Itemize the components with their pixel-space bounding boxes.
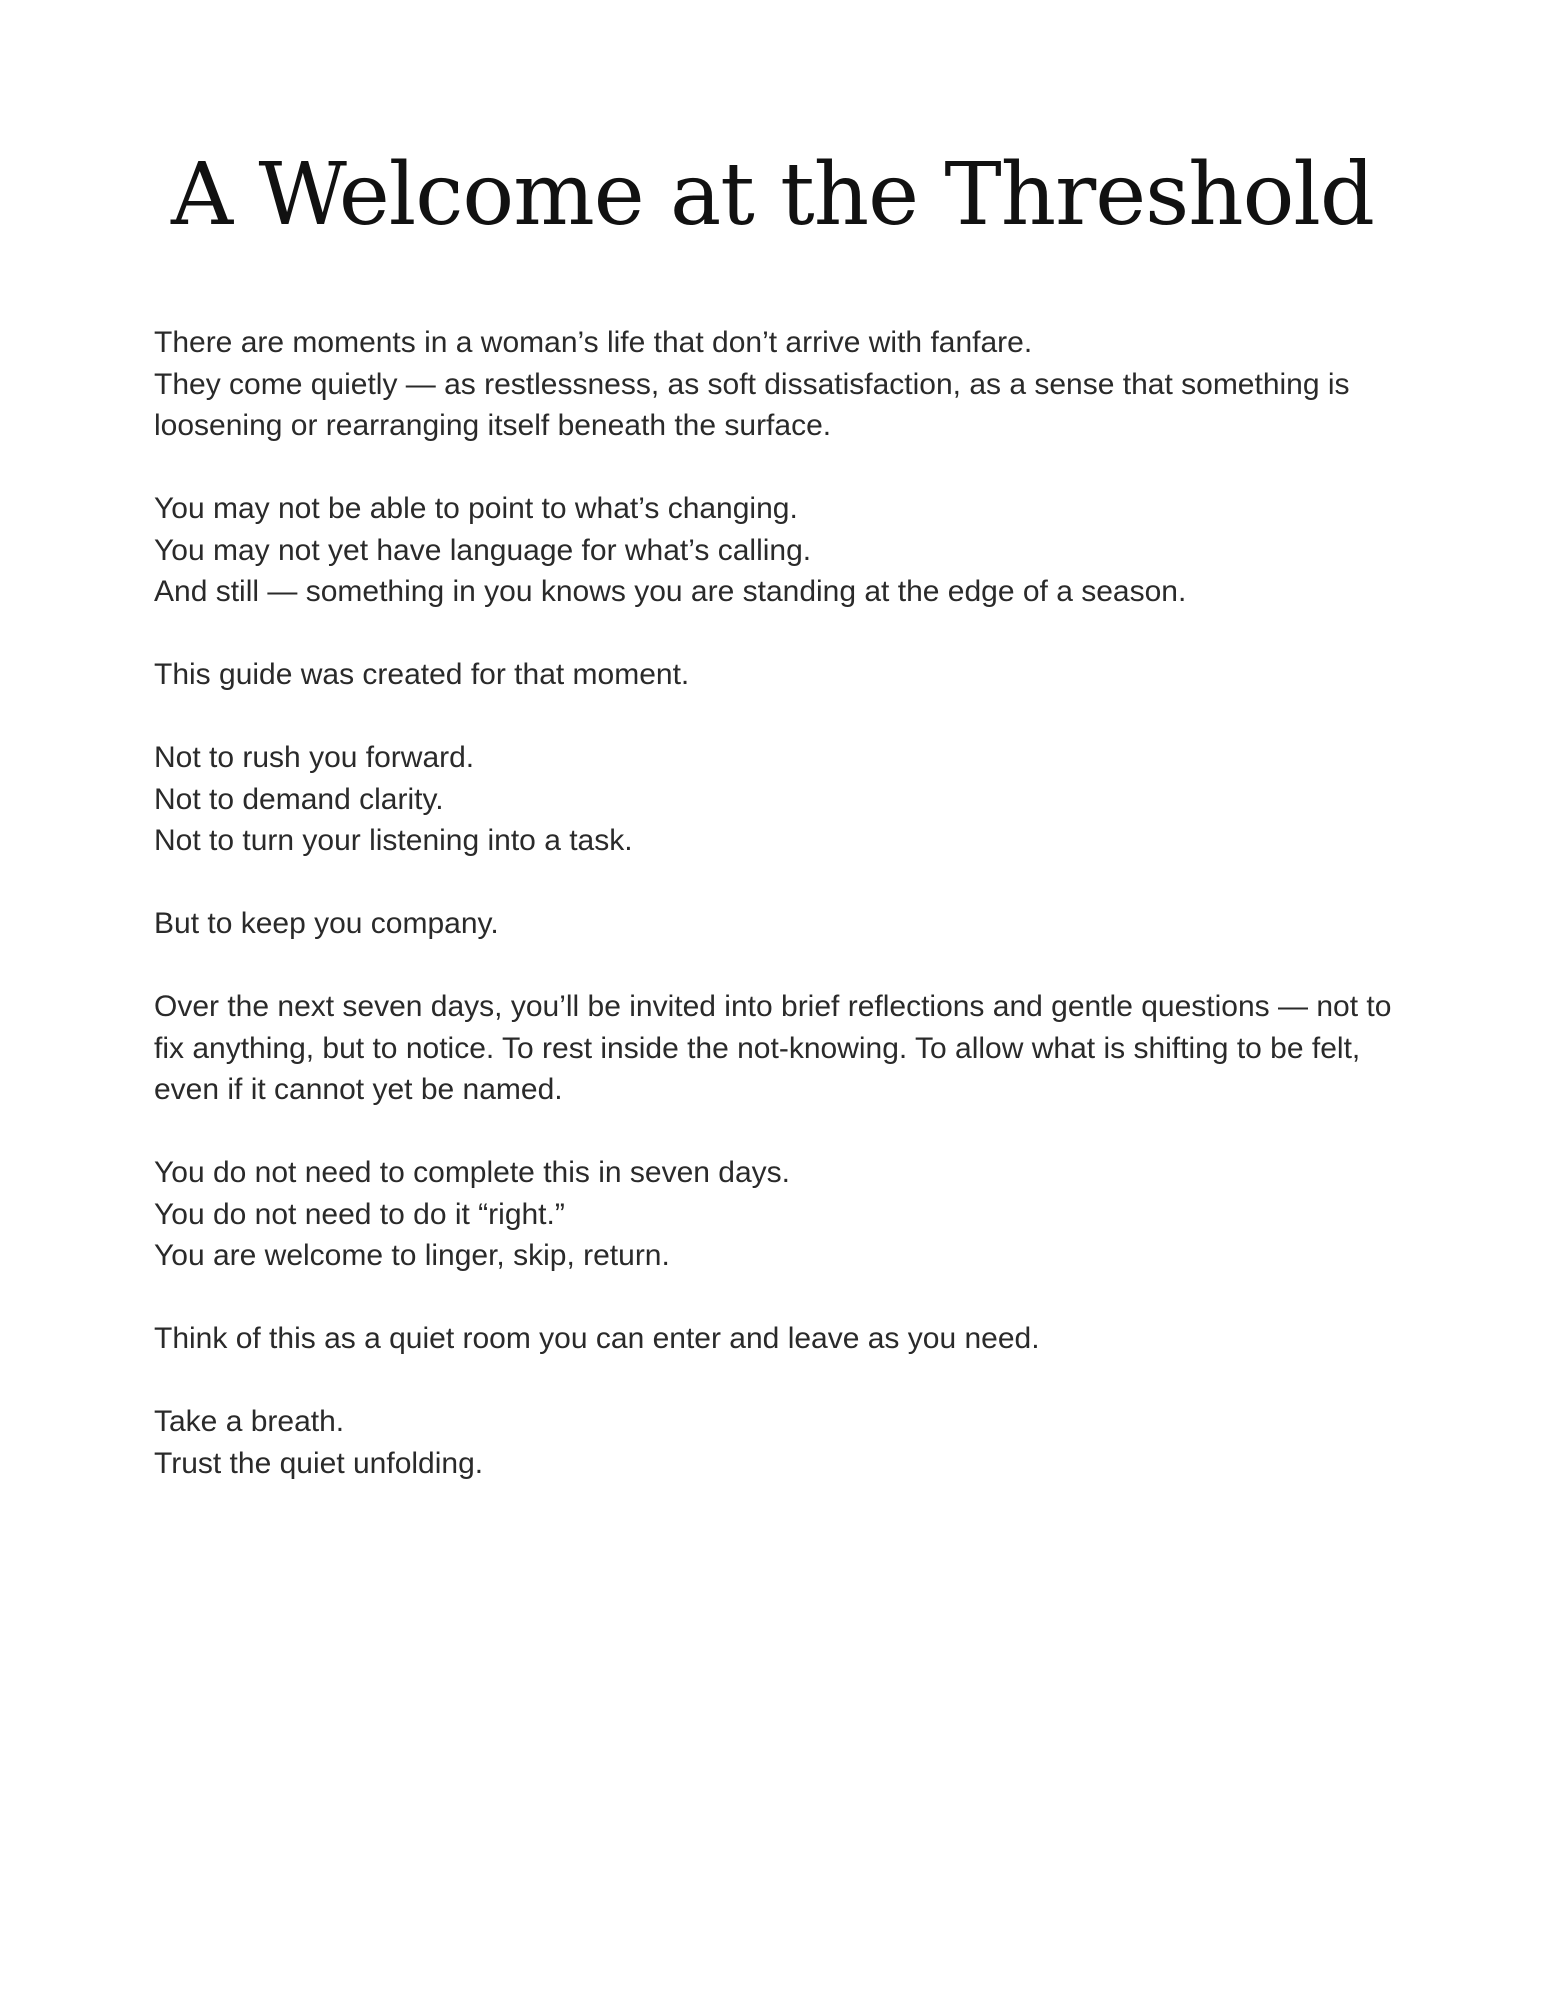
document-body <box>154 322 1394 1526</box>
text-line: You are welcome to linger, skip, return. <box>154 1239 670 1272</box>
text-line: Think of this as a quiet room you can enter and leave as you need. <box>154 1322 1040 1355</box>
paragraph-7 <box>154 1152 1394 1277</box>
text-line: They come quietly — as restlessness, as soft dissatisfaction, as a sense that something is loosening or rearranging itself beneath the surface. <box>154 367 1350 442</box>
text-line: Not to turn your listening into a task. <box>154 824 633 857</box>
paragraph-5 <box>154 903 1394 945</box>
paragraph-3 <box>154 654 1394 696</box>
paragraph-6 <box>154 986 1394 1111</box>
paragraph-8 <box>154 1318 1394 1360</box>
text-line: Trust the quiet unfolding. <box>154 1446 484 1480</box>
paragraph-1 <box>154 322 1394 447</box>
text-line: Over the next seven days, you’ll be invited into brief reflections and gentle questions — not to fix anything, but to notice. To rest inside the not-knowing. To allow what is shifting to be felt, even if it cannot yet be named. <box>154 990 1392 1106</box>
page-title: A Welcome at the Threshold <box>171 145 1374 245</box>
text-line: You do not need to complete this in seven days. <box>154 1156 790 1189</box>
paragraph-9 <box>154 1401 1394 1484</box>
text-line: But to keep you company. <box>154 907 499 940</box>
text-line: There are moments in a woman’s life that don’t arrive with fanfare. <box>154 326 1033 359</box>
text-line: And still — something in you knows you are standing at the edge of a season. <box>154 575 1187 608</box>
text-line: You may not be able to point to what’s changing. <box>154 492 798 525</box>
text-line: You may not yet have language for what’s calling. <box>154 533 812 567</box>
text-line: Take a breath. <box>154 1405 345 1438</box>
text-line: You do not need to do it “right.” <box>154 1197 565 1231</box>
text-line: This guide was created for that moment. <box>154 658 690 691</box>
text-line: Not to rush you forward. <box>154 741 475 774</box>
text-line: Not to demand clarity. <box>154 782 444 816</box>
paragraph-4 <box>154 737 1394 862</box>
paragraph-2 <box>154 488 1394 613</box>
